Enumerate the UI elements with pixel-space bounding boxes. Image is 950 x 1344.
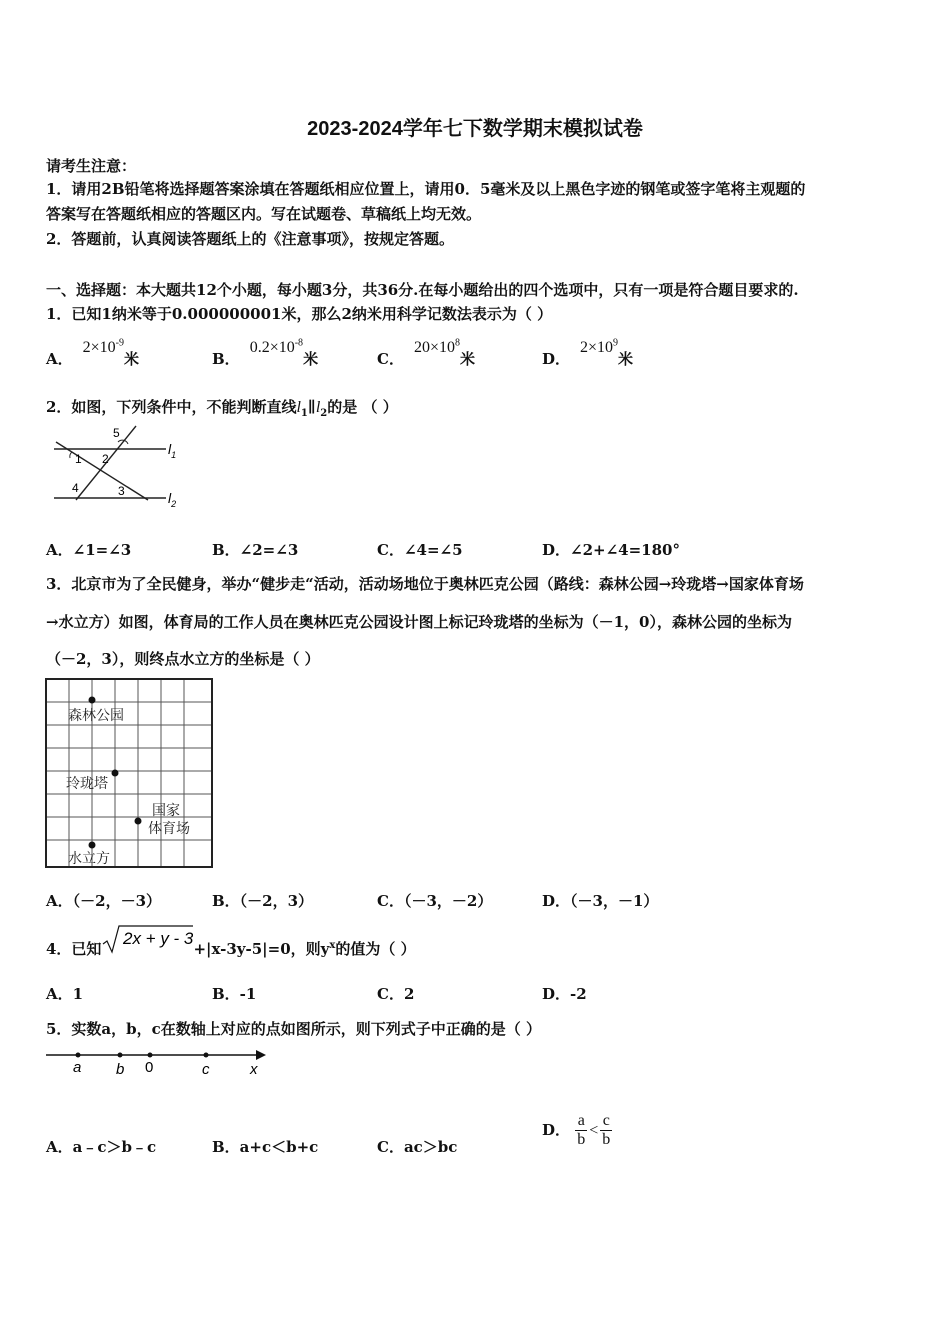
- point-a: [76, 1053, 81, 1058]
- q3-option-b: B．（－2，3）: [212, 892, 314, 910]
- fraction-a-over-b: $\frac{a}{b}$: [577, 1112, 586, 1148]
- square-root-sign: [101, 924, 193, 954]
- stadium-point: [135, 818, 142, 825]
- section-heading: 一、选择题：本大题共12个小题，每小题3分，共36分.在每小题给出的四个选项中，只有一项是符合题目要求的.: [46, 281, 799, 299]
- q2-option-c: C．∠4=∠5: [377, 541, 463, 559]
- forest-park-label: 森林公园: [68, 707, 124, 723]
- q2-option-a: A．∠1=∠3: [46, 541, 132, 559]
- q5-option-b: B．a+c＜b+c: [212, 1138, 319, 1156]
- label-c: c: [202, 1061, 210, 1078]
- label-l1: $l_1$: [168, 441, 177, 460]
- q4-option-c: C．2: [377, 985, 415, 1003]
- angle-label-5: 5: [113, 426, 120, 440]
- notice-item-1a: 1．请用2B铅笔将选择题答案涂填在答题纸相应位置上，请用0．5毫米及以上黑色字迹的钢笔或签字笔将主观题的: [46, 180, 806, 198]
- q3-option-c: C．（－3，－2）: [377, 892, 493, 910]
- point-c: [204, 1053, 209, 1058]
- q3-park-map-grid: [44, 677, 216, 871]
- water-cube-label: 水立方: [68, 850, 110, 866]
- label-zero: 0: [145, 1059, 154, 1076]
- q1-option-c: C．$20\times 10^8$米: [377, 337, 475, 368]
- q3-line-1: 3．北京市为了全民健身，举办“健步走“活动，活动场地位于奥林匹克公园（路线：森林公园→玲珑塔→国家体育场: [46, 575, 804, 593]
- q4-option-a: A．1: [46, 985, 84, 1003]
- angle-arc-1: [70, 452, 72, 458]
- label-x: x: [250, 1061, 258, 1078]
- point-zero: [148, 1053, 153, 1058]
- notice-item-2: 2．答题前，认真阅读答题纸上的《注意事项》，按规定答题。: [46, 230, 454, 248]
- q5-option-a: A．a﹣c＞b﹣c: [46, 1138, 157, 1156]
- axis-arrow: [256, 1050, 266, 1060]
- q2-option-b: B．∠2=∠3: [212, 541, 299, 559]
- stadium-label-1: 国家: [152, 802, 180, 818]
- angle-label-2: 2: [102, 452, 109, 466]
- q5-option-d: D． $\frac{a}{b}$ < $\frac{c}{b}$: [542, 1112, 611, 1148]
- q2-parallel-lines-figure: [48, 422, 188, 517]
- label-b: b: [116, 1061, 125, 1078]
- q1-option-d: D．$2\times 10^9$米: [542, 337, 634, 368]
- stadium-label-2: 体育场: [148, 820, 190, 836]
- q1-option-b: B．$0.2\times 10^{-8}$米: [212, 337, 319, 368]
- point-b: [118, 1053, 123, 1058]
- q5-number-line: [44, 1044, 274, 1080]
- q2-stem: 2．如图，下列条件中，不能判断直线$l_1\parallel l_2$的是 （ ）: [46, 398, 398, 419]
- notice-item-1b: 答案写在答题纸相应的答题区内。写在试题卷、草稿纸上均无效。: [46, 205, 482, 223]
- q3-line-2: →水立方）如图，体育局的工作人员在奥林匹克公园设计图上标记玲珑塔的坐标为（－1，0），森林公园的坐标为: [46, 613, 792, 631]
- label-a: a: [73, 1059, 82, 1076]
- q4-option-b: B．-1: [212, 985, 257, 1003]
- q4-stem: 4．已知 2x + y - 3 +|x-3y-5|=0，则$y^x$的值为（ ）: [46, 924, 416, 960]
- radicand: 2x + y - 3: [123, 929, 194, 948]
- tower-point: [112, 770, 119, 777]
- angle-label-4: 4: [72, 481, 79, 495]
- q5-stem: 5．实数a，b，c在数轴上对应的点如图所示，则下列式子中正确的是（ ）: [46, 1020, 542, 1038]
- q5-option-c: C．ac＞bc: [377, 1138, 458, 1156]
- q3-option-a: A．（－2，－3）: [46, 892, 162, 910]
- q4-option-d: D．-2: [542, 985, 587, 1003]
- page-title: 2023-2024学年七下数学期末模拟试卷: [307, 118, 643, 140]
- notice-heading: 请考生注意：: [46, 157, 137, 175]
- transversal-1: [56, 442, 148, 500]
- q3-line-3: （－2，3），则终点水立方的坐标是（ ）: [46, 650, 320, 668]
- tower-label: 玲珑塔: [66, 775, 108, 791]
- q2-option-d: D．∠2+∠4=180°: [542, 541, 680, 559]
- angle-label-3: 3: [118, 484, 125, 498]
- angle-label-1: 1: [75, 452, 82, 466]
- fraction-c-over-b: $\frac{c}{b}$: [602, 1112, 611, 1148]
- q3-option-d: D．（－3，－1）: [542, 892, 659, 910]
- water-cube-point: [89, 842, 96, 849]
- q1-stem: 1．已知1纳米等于0.000000001米，那么2纳米用科学记数法表示为（ ）: [46, 305, 553, 323]
- q1-option-a: A．$2\times 10^{-9}$米: [46, 337, 140, 368]
- label-l2: $l_2$: [168, 490, 177, 509]
- forest-park-point: [89, 697, 96, 704]
